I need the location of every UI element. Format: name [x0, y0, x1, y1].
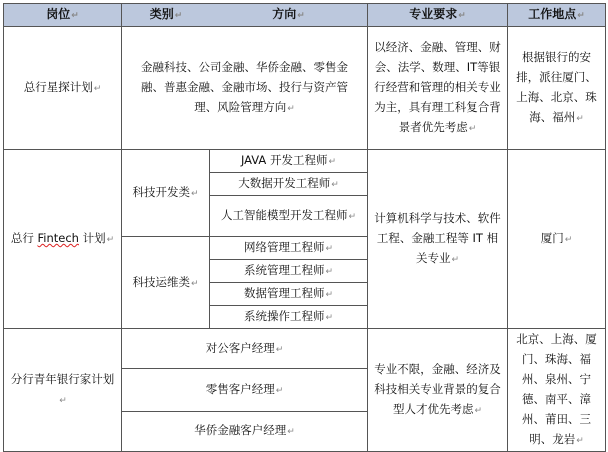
header-location: 工作地点↵: [508, 4, 606, 27]
fintech-ops-role: 网络管理工程师↵: [210, 237, 368, 260]
star-location: 根据银行的安排，派往厦门、上海、北京、珠海、福州↵: [508, 27, 606, 150]
fintech-ops-category: 科技运维类↵: [122, 237, 210, 329]
header-row: [4, 4, 606, 27]
youth-role: 零售客户经理↵: [122, 369, 368, 412]
fintech-dev-role: 大数据开发工程师↵: [210, 173, 368, 196]
youth-role: 华侨金融客户经理↵: [122, 411, 368, 451]
fintech-ops-role: 系统操作工程师↵: [210, 306, 368, 329]
header-direction: 方向↵: [272, 7, 305, 21]
youth-location: 北京、上海、厦门、珠海、福州、泉州、宁德、南平、漳州、莆田、三明、龙岩↵: [508, 329, 606, 452]
fintech-dev-category: 科技开发类↵: [122, 150, 210, 237]
fintech-location: 厦门↵: [508, 150, 606, 329]
table-row-youth-1: [4, 329, 606, 369]
star-requirement: 以经济、金融、管理、财会、法学、数理、IT等银行经营和管理的相关专业为主，具有理工科复合背景者优先考虑↵: [368, 27, 508, 150]
table-row-star: [4, 27, 606, 150]
fintech-ops-role: 数据管理工程师↵: [210, 283, 368, 306]
recruitment-table-wrapper: [3, 3, 606, 452]
star-category: 金融科技、公司金融、华侨金融、零售金融、普惠金融、金融市场、投行与资产管理、风险管理方向↵: [122, 27, 368, 150]
fintech-post: 总行 Fintech 计划↵: [4, 150, 122, 329]
header-post: 岗位↵: [4, 4, 122, 27]
youth-role: 对公客户经理↵: [122, 329, 368, 369]
fintech-dev-role: JAVA 开发工程师↵: [210, 150, 368, 173]
header-category: 类别↵: [149, 7, 183, 21]
fintech-requirement: 计算机科学与技术、软件工程、金融工程等 IT 相关专业↵: [368, 150, 508, 329]
youth-post: 分行青年银行家计划↵: [4, 329, 122, 452]
youth-requirement: 专业不限，金融、经济及科技相关专业背景的复合型人才优先考虑↵: [368, 329, 508, 452]
recruitment-table: [3, 3, 606, 452]
fintech-dev-role: 人工智能模型开发工程师↵: [210, 196, 368, 237]
table-row-fintech-dev-1: [4, 150, 606, 173]
header-requirement: 专业要求↵: [368, 4, 508, 27]
star-post: 总行星探计划↵: [4, 27, 122, 150]
fintech-ops-role: 系统管理工程师↵: [210, 260, 368, 283]
header-category-direction: [122, 4, 368, 27]
